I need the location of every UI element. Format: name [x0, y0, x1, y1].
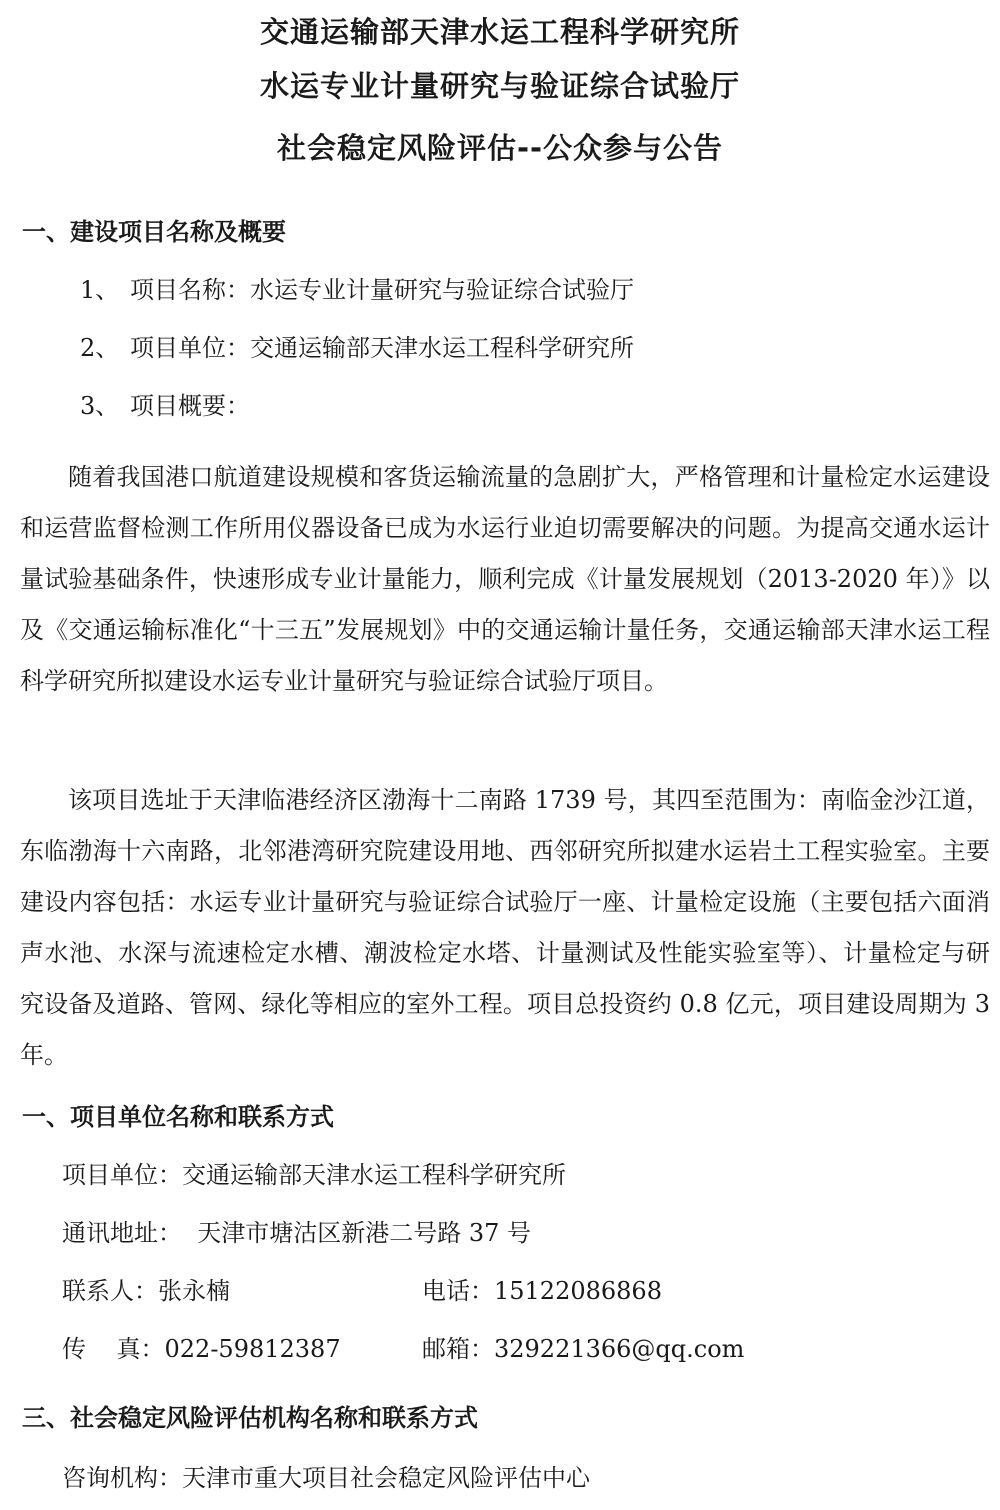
- item-number: 2、: [80, 334, 120, 362]
- project-unit-item: [80, 332, 634, 364]
- section-2-heading: 一、项目单位名称和联系方式: [22, 1103, 334, 1131]
- project-unit-line: 项目单位：交通运输部天津水运工程科学研究所: [62, 1161, 566, 1189]
- consulting-agency-line: 咨询机构：天津市重大项目社会稳定风险评估中心: [62, 1464, 590, 1492]
- phone-line: 电话：15122086868: [422, 1277, 662, 1305]
- item-text: 项目名称：水运专业计量研究与验证综合试验厅: [130, 276, 634, 304]
- overview-paragraph-2: 该项目选址于天津临港经济区渤海十二南路 1739 号，其四至范围为：南临金沙江道，东临渤海十六南路，北邻港湾研究院建设用地、西邻研究所拟建水运岩土工程实验室。主要建设内容包括：水运专业计量研究与验证综合试验厅一座、计量检定设施（主要包括六面消声水池、水深与流速检定水槽、潮波检定水塔、计量测试及性能实验室等）、计量检定与研究设备及道路、管网、绿化等相应的室外工程。项目总投资约 0.8 亿元，项目建设周期为 3 年。: [20, 786, 990, 1069]
- document-title-line-3: 社会稳定风险评估--公众参与公告: [276, 131, 724, 165]
- document-title-line-1: 交通运输部天津水运工程科学研究所: [259, 15, 740, 49]
- item-number: 1、: [80, 276, 120, 304]
- contact-person-line: 联系人：张永楠: [62, 1277, 230, 1305]
- item-text: 项目单位：交通运输部天津水运工程科学研究所: [130, 334, 634, 362]
- section-1-heading: 一、建设项目名称及概要: [22, 218, 286, 246]
- fax-line: 传 真：022-59812387: [62, 1335, 341, 1363]
- item-number: 3、: [80, 392, 120, 420]
- document-title-line-2: 水运专业计量研究与验证综合试验厅: [259, 69, 740, 103]
- project-overview-item: [80, 390, 250, 422]
- overview-paragraph-1: 随着我国港口航道建设规模和客货运输流量的急剧扩大，严格管理和计量检定水运建设和运营监督检测工作所用仪器设备已成为水运行业迫切需要解决的问题。为提高交通水运计量试验基础条件，快速形成专业计量能力，顺利完成《计量发展规划（2013-2020 年）》以及《交通运输标准化“十三五”发展规划》中的交通运输计量任务，交通运输部天津水运工程科学研究所拟建设水运专业计量研究与验证综合试验厅项目。: [20, 463, 990, 695]
- item-text: 项目概要：: [130, 392, 250, 420]
- mailing-address-line: 通讯地址： 天津市塘沽区新港二号路 37 号: [62, 1219, 532, 1247]
- project-name-item: [80, 274, 634, 306]
- email-line: 邮箱：329221366@qq.com: [422, 1335, 745, 1363]
- section-3-heading: 三、社会稳定风险评估机构名称和联系方式: [22, 1404, 478, 1432]
